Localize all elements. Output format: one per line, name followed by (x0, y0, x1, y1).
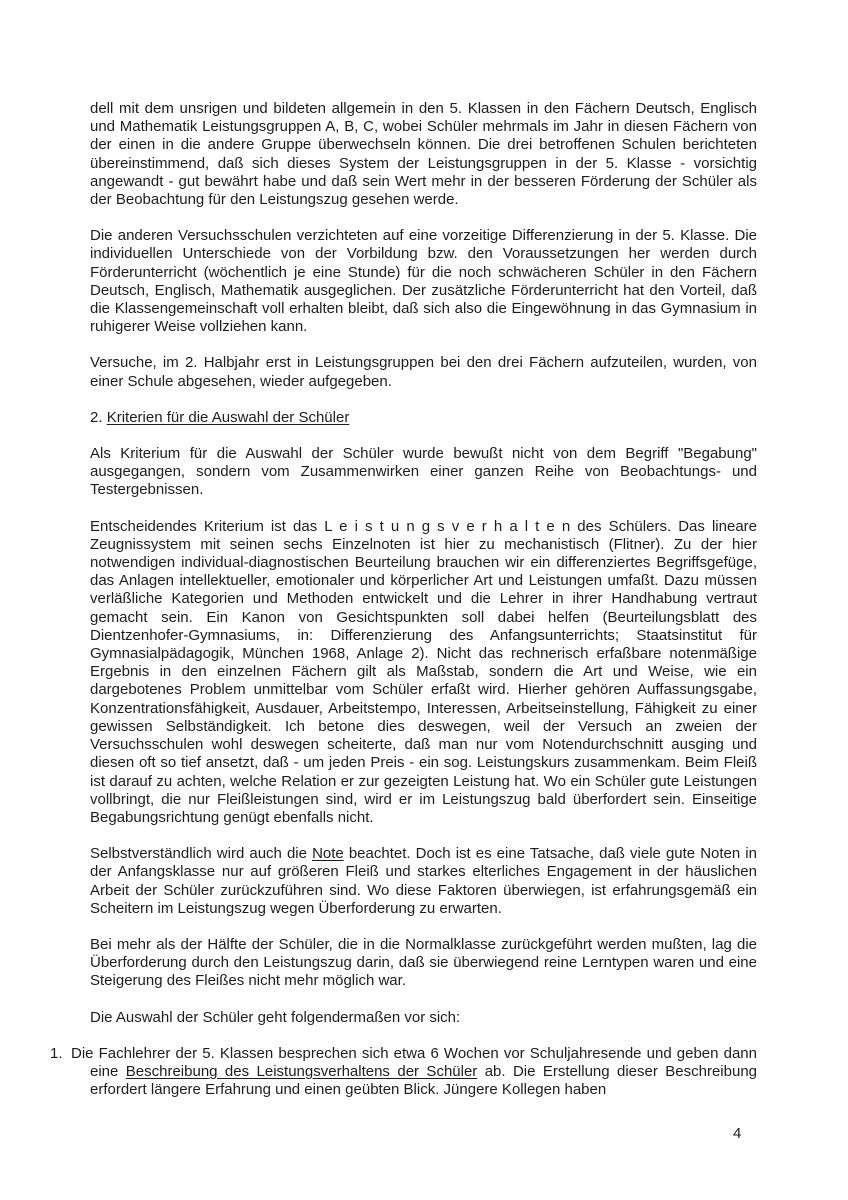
list-item-1-text: Die Fachlehrer der 5. Klassen besprechen sich etwa 6 Wochen vor Schuljahresende und geben dann eine (71, 1044, 757, 1080)
list-item-1-text-cont: ab. Die Erstellung dieser Beschreibung erfordert längere Erfahrung und einen geübten Blick. Jüngere Kollegen haben (90, 1062, 757, 1099)
paragraph-4: Als Kriterium für die Auswahl der Schüler wurde bewußt nicht von dem Begriff "Begabung" ausgegangen, sondern vom Zusammenwirken einer ganzen Reihe von Beobachtungs- und Testergebnissen. (90, 445, 757, 499)
text-block (50, 100, 757, 1117)
paragraph-3: Versuche, im 2. Halbjahr erst in Leistungsgruppen bei den drei Fächern aufzuteilen, wurden, von einer Schule abgesehen, wieder aufgegeben. (90, 354, 757, 390)
paragraph-6-text: Selbstverständlich wird auch die (90, 845, 313, 863)
paragraph-6-text-cont: beachtet. Doch ist es eine Tatsache, daß viele gute Noten in der Anfangsklasse nur auf größeren Fleiß und starkes elterliches Engagement in der häuslichen Arbeit der Schüler zurückzuführen sind. Wo diese Faktoren überwiegen, ist erfahrungsgemäß ein Scheitern im Leistungszug wegen Überforderung zu erwarten. (90, 845, 757, 917)
paragraph-2: Die anderen Versuchsschulen verzichteten auf eine vorzeitige Differenzierung in der 5. Klasse. Die individuellen Unterschiede von der Vorbildung bzw. den Voraussetzungen her werden durch Förderunterricht (wöchentlich je eine Stunde) für die noch schwächeren Schüler in den Fächern Deutsch, Englisch, Mathematik ausgeglichen. Der zusätzliche Förderunterricht hat den Vorteil, daß die Klassengemeinschaft voll erhalten bleibt, daß sich also die Eingewöhnung in das Gymnasium in ruhigerer Weise vollziehen kann. (90, 227, 757, 336)
section-heading (90, 409, 757, 427)
list-item-1 (50, 1044, 757, 1100)
list-item-1-number: 1. (50, 1044, 63, 1062)
section-heading-title: Kriterien für die Auswahl der Schüler (106, 408, 350, 426)
paragraph-6 (90, 845, 757, 918)
paragraph-7: Bei mehr als der Hälfte der Schüler, die in die Normalklasse zurückgeführt werden mußten, lag die Überforderung durch den Leistungszug darin, daß sie überwiegend reine Lerntypen waren und eine Steigerung des Fleißes nicht mehr möglich war. (90, 935, 757, 990)
paragraph-1: dell mit dem unsrigen und bildeten allgemein in den 5. Klassen in den Fächern Deutsch, Englisch und Mathematik Leistungsgruppen A, B, C, wobei Schüler mehrmals im Jahr in diesen Fächern von der einen in die andere Gruppe überwechseln können. Die drei betroffenen Schulen berichteten übereinstimmend, daß sich dieses System der Leistungsgruppen in der 5. Klasse - vorsichtig angewandt - gut bewährt habe und daß sein Wert mehr in der besseren Förderung der Schüler als der Beobachtung für den Leistungszug gesehen werde. (90, 100, 757, 209)
underlined-term-note: Note (312, 845, 344, 863)
paragraph-8: Die Auswahl der Schüler geht folgendermaßen vor sich: (90, 1008, 461, 1026)
underlined-phrase-beschreibung: Beschreibung des Leistungsverhaltens der Schüler (125, 1062, 478, 1080)
section-heading-number: 2. (90, 408, 107, 426)
paragraph-5: Entscheidendes Kriterium ist das L e i s t u n g s v e r h a l t e n des Schülers. Das lineare Zeugnissystem mit seinen sechs Einzelnoten ist hier zu mechanistisch (Flitner). Zu der hier notwendigen individual-diagnostischen Beurteilung brauchen wir ein differenziertes Begriffsgefüge, das Anlagen intellektueller, emotionaler und körperlicher Art und Leistungen umfaßt. Dazu müssen verläßliche Kategorien und Methoden entwickelt und die Lehrer in ihrer Handhabung vertraut gemacht sein. Ein Kanon von Gesichtspunkten soll dabei helfen (Beurteilungsblatt des Dientzenhofer-Gymnasiums, in: Differenzierung des Anfangsunterrichts; Staatsinstitut für Gymnasialpädagogik, München 1968, Anlage 2). Nicht das rechnerisch erfaßbare notenmäßige Ergebnis in den einzelnen Fächern gilt als Maßstab, sondern die Art und Weise, wie ein dargebotenes Problem unmittelbar vom Schüler erfaßt wird. Hierher gehören Auffassungsgabe, Konzentrationsfähigkeit, Ausdauer, Arbeitstempo, Interessen, Arbeitseinstellung, Fähigkeit zu einer gewissen Selbständigkeit. Ich betone dies deswegen, weil der Versuch an zweien der Versuchsschulen wohl deswegen scheiterte, daß man nur vom Notendurchschnitt ausging und diesen oft so tief ansetzt, daß - um jeden Preis - ein sog. Leistungskurs zusammenkam. Beim Fleiß ist darauf zu achten, welche Relation er zur gezeigten Leistung hat. Wo ein Schüler gute Leistungen vollbringt, die nur Fleißleistungen sind, wird er im Leistungszug bald überfordert sein. Einseitige Begabungsrichtung genügt ebenfalls nicht. (90, 517, 757, 826)
page-number: 4 (733, 1125, 742, 1142)
